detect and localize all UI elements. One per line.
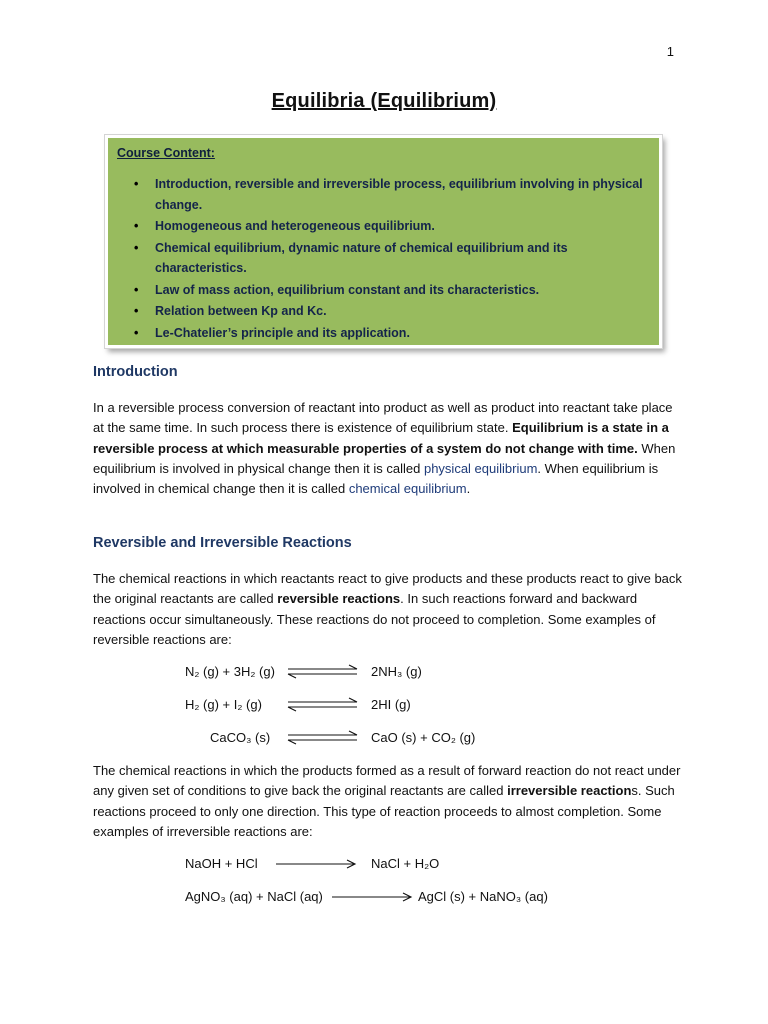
reversible-heading: Reversible and Irreversible Reactions	[93, 535, 352, 551]
reaction-row	[0, 695, 768, 715]
reversible-paragraph: The chemical reactions in which reactants react to give products and these products react to give back the original reactants are called reversible reactions. In such reactions forward and backward reactions occur simultaneously. These reactions do not proceed to completion. Some examples of reversible reactions are:	[93, 571, 682, 647]
list-item: • Chemical equilibrium, dynamic nature of chemical equilibrium and its characteristics.	[117, 238, 647, 279]
reaction-products: NaCl + H₂O	[371, 856, 440, 871]
equilibrium-arrow-icon	[287, 697, 359, 713]
physical-equilibrium-link[interactable]: physical equilibrium	[423, 460, 538, 476]
reaction-row	[0, 662, 768, 682]
forward-arrow-icon	[275, 856, 357, 872]
introduction-heading: Introduction	[93, 364, 178, 380]
reaction-reactants: AgNO₃ (aq) + NaCl (aq)	[185, 889, 323, 904]
reaction-products: 2NH₃ (g)	[371, 664, 422, 679]
list-item: • Homogeneous and heterogeneous equilibrium.	[117, 216, 647, 237]
list-item: • Relation between Kp and Kc.	[117, 301, 647, 322]
reaction-reactants: NaOH + HCl	[185, 856, 258, 871]
reaction-reactants: N₂ (g) + 3H₂ (g)	[185, 664, 275, 679]
reaction-row	[0, 887, 768, 907]
reaction-reactants: CaCO₃ (s)	[210, 730, 271, 745]
reaction-products: 2HI (g)	[371, 697, 411, 712]
equilibrium-arrow-icon	[287, 730, 359, 746]
equilibrium-definition: Equilibrium is a state in a reversible process at which measurable properties of a system do not change with time.	[93, 420, 669, 456]
bullet-icon: •	[134, 240, 139, 255]
introduction-paragraph: In a reversible process conversion of reactant into product as well as product into reactant take place at the same time. In such process there is existence of equilibrium state. Equilibrium is a state in a reversible process at which measurable properties of a system do not change with time. When equilibrium is involved in physical change then it is called physical equilibrium. When equilibrium is involved in chemical change then it is called chemical equilibrium.	[93, 400, 676, 497]
equilibrium-arrow-icon	[287, 664, 359, 680]
irreversible-paragraph: The chemical reactions in which the products formed as a result of forward reaction do not react under any given set of conditions to give back the original reactants are called irreversible reactions. Such reactions proceed to only one direction. This type of reaction proceeds to almost completion. Some examples of irreversible reactions are:	[93, 763, 681, 839]
reaction-products: AgCl (s) + NaNO₃ (aq)	[418, 889, 548, 904]
chemical-equilibrium-link[interactable]: chemical equilibrium	[348, 481, 467, 497]
course-content-heading: Course Content:	[117, 146, 215, 160]
list-item: • Le-Chatelier’s principle and its application.	[117, 323, 647, 344]
bullet-icon: •	[134, 325, 139, 340]
reaction-products: CaO (s) + CO₂ (g)	[371, 730, 476, 745]
bullet-icon: •	[134, 282, 139, 297]
page-number: 1	[666, 44, 674, 59]
list-item: • Introduction, reversible and irreversible process, equilibrium involving in physical change.	[117, 174, 647, 215]
bullet-icon: •	[134, 304, 139, 318]
bullet-icon: •	[134, 219, 139, 233]
reaction-reactants: H₂ (g) + I₂ (g)	[185, 697, 262, 712]
reaction-row	[0, 728, 768, 748]
page-title: Equilibria (Equilibrium)	[271, 90, 497, 112]
forward-arrow-icon	[331, 889, 413, 905]
course-content-box	[105, 135, 662, 348]
course-content-list	[117, 174, 647, 343]
reaction-row	[0, 854, 768, 874]
bullet-icon: •	[134, 177, 139, 191]
list-item: • Law of mass action, equilibrium constant and its characteristics.	[117, 280, 647, 301]
